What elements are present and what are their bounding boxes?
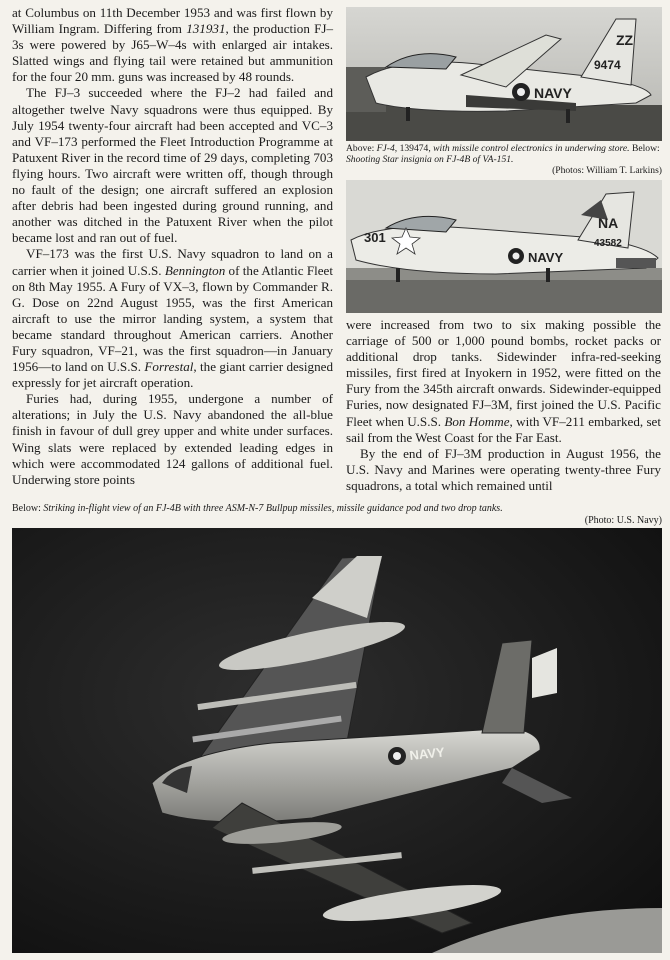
nose-number-marking: 301 — [364, 230, 386, 245]
navy-marking: NAVY — [408, 744, 446, 763]
serial-marking: 43582 — [594, 238, 622, 249]
photo-fj4-parked — [346, 7, 662, 141]
paragraph: The FJ–3 succeeded where the FJ–2 had failed and altogether twelve Navy squadrons were thus equipped. By July 1954 twenty-four aircraft had been accepted and VC–3 and VF–173 performed the Fleet Introduction Programme at Patuxent River in the record time of 29 days, completing 703 flying hours. Two aircraft were written off, though through no fault of the design; one aircraft suffered an explosion after debris had been ingested during ground running, and another was ditched in the Patuxent River when the pilot became lost and ran out of fuel. — [12, 85, 333, 246]
paragraph: By the end of FJ–3M production in August 1956, the U.S. Navy and Marines were operating twenty-three Fury squadrons, a total which remained until — [346, 445, 661, 493]
tail-marking: ZZ — [616, 32, 634, 48]
left-text-column — [12, 5, 333, 488]
photo-caption: Above: FJ-4, 139474, with missile control electronics in underwing store. Below: Shooting Star insignia on FJ-4B of VA-151. (Photos: William T. Larkins) — [346, 143, 662, 176]
navy-marking: NAVY — [534, 85, 572, 101]
serial-marking: 9474 — [594, 58, 621, 72]
paragraph: Furies had, during 1955, undergone a number of alterations; in July the U.S. Navy abandoned the all-blue finish in favour of dull grey upper and white under surfaces. Wing slats were replaced by extended leading edges in which were accommodated 124 gallons of additional fuel. Underwing store points — [12, 391, 333, 487]
photo-credit: (Photos: William T. Larkins) — [552, 165, 662, 176]
photo-fj4b-in-flight — [12, 528, 662, 953]
paragraph: were increased from two to six making possible the carriage of 500 or 1,000 pound bombs, rocket packs or additional drop tanks. Sidewinder infra-red-seeking missiles, first fired at Inyokern in 1952, were fitted on the Fury from the 345th aircraft onwards. Sidewinder-equipped Furies, now designated FJ–3M, first joined the U.S. Pacific Fleet when U.S.S. Bon Homme, with VF–211 embarked, set sail from the West Coast for the Far East. — [346, 317, 662, 445]
tail-code-marking: NA — [598, 215, 619, 231]
navy-marking: NAVY — [528, 250, 564, 265]
photo-fj4b-insignia — [346, 180, 662, 313]
photo-credit: (Photo: U.S. Navy) — [584, 515, 662, 526]
paragraph: VF–173 was the first U.S. Navy squadron to land on a carrier when it joined U.S.S. Bennington of the Atlantic Fleet on 8th May 1955. A Fury of VX–3, flown by Commander R. G. Dose on 22nd August 1955, was the first American aircraft to use the mirror landing system, a system that became standard throughout American carriers. Another Fury squadron, VF–21, was the first squadron—in January 1956—to land on U.S.S. Forrestal, the giant carrier designed expressly for jet aircraft operation. — [12, 246, 333, 391]
paragraph: at Columbus on 11th December 1953 and was first flown by William Ingram. Differing from 131931, the production FJ–3s were powered by J65–W–4s with enlarged air intakes. Slatted wings and flying tail were retained but ammunition for the four 20 mm. guns was increased by 48 rounds. — [12, 5, 334, 85]
right-text-column — [346, 317, 661, 494]
photo-caption: Below: Striking in-flight view of an FJ-4B with three ASM-N-7 Bullpup missiles, missile guidance pod and two drop tanks. (Photo: U.S. Navy) — [12, 503, 662, 526]
